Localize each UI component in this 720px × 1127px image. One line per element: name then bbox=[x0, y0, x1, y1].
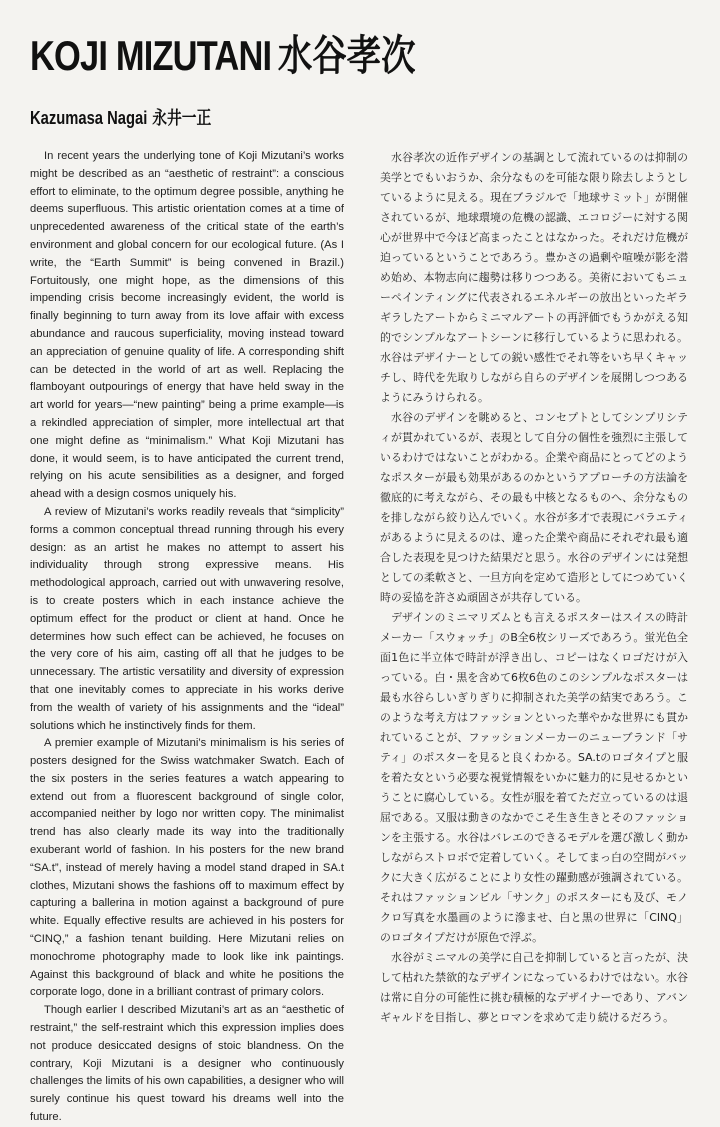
author-en: Kazumasa Nagai bbox=[30, 108, 148, 128]
title-jp: 水谷孝次 bbox=[277, 32, 416, 79]
article-jp-paragraph-4: 水谷がミニマルの美学に自己を抑制していると言ったが、決して枯れた禁欲的なデザインになっているわけではない。水谷は常に自分の可能性に挑む積極的なデザイナーであり、アバンギャルドを目指し、夢とロマンを求めて走り続けるだろう。 bbox=[380, 951, 688, 1024]
article-column-japanese bbox=[380, 148, 688, 1028]
article-column-english bbox=[30, 148, 344, 1127]
article-en-paragraph-3: A premier example of Mizutani’s minimalism is his series of posters designed for the Swiss watchmaker Swatch. Each of the six posters in the series features a watch appearing to extend out from a fluorescent background of single color, accompanied neither by logo nor written copy. The minimalist trend has also clearly made its way into the traditionally exuberant world of fashion. In his posters for the new brand “SA.t”, instead of merely having a model stand draped in SA.t clothes, Mizutani shows the fashions off to maximum effect by capturing a ballerina in motion against a background of pure white. Equally effective results are achieved in his posters for “CINQ,” a fashion tenant building. Here Mizutani relies on monochrome photography made to look like ink paintings. Against this background of black and white he positions the corporate logo, done in a brilliant contrast of primary colors. bbox=[30, 737, 344, 999]
title-en: KOJI MIZUTANI bbox=[30, 32, 272, 79]
article-jp-paragraph-2: 水谷のデザインを眺めると、コンセプトとしてシンプリシティが貫かれているが、表現として自分の個性を強烈に主張しているわけではないことがわかる。企業や商品にとってどのようなポスターが最も効果があるのかというアプローチの方法論を徹底的に考えながら、その最も中核となるものへ、余分なものを排しながら絞り込んでいく。水谷が多才で表現にバラエティがあるように見えるのは、違った企業や商品にそれぞれ最も適合した表現を見つけた結果だと思う。水谷のデザインには発想としての柔軟さと、一旦方向を定めて造形としてにつめていく時の妥協を許さぬ頑固さが共存している。 bbox=[380, 411, 688, 604]
article-jp-paragraph-1: 水谷孝次の近作デザインの基調として流れているのは抑制の美学とでもいおうか、余分なものを可能な限り除去しようとしているように見える。現在ブラジルで「地球サミット」が開催されているが、地球環境の危機の認識、エコロジーに対する関心が世界中で今ほど高まったことはなかった。それだけ危機が迫っているということであろう。豊かさの過剰や喧噪が影を潜め始め、本物志向に趨勢は移りつつある。美術においてもニューペインティングに代表されるエネルギーの放出といったギラギラしたアートからミニマルアートの再評価でもうかがえる知的でシンプルなアートシーンに移行しているように思われる。水谷はデザイナーとしての鋭い感性でそれ等をいち早くキャッチし、時代を先取りしながら自らのデザインを展開しつつあるようにみうけられる。 bbox=[380, 151, 688, 404]
byline bbox=[30, 106, 211, 130]
author-jp: 永井一正 bbox=[152, 108, 212, 128]
page-title bbox=[30, 30, 416, 82]
article-en-paragraph-1: In recent years the underlying tone of Koji Mizutani’s works might be described as an “aesthetic of restraint”: a conscious effort to eliminate, to the optimum degree possible, anything he deems superfluous. This artistic orientation comes at a time of unprecedented awareness of the critical state of the earth’s environment and global concern for our ecological future. (As I write, the “Earth Summit” is being convened in Brazil.) Fortuitously, one might hope, as the dimensions of this impending crisis become increasingly evident, the world is finally beginning to turn away from its love affair with excess abundance and raucous superficiality, moving instead toward an appreciation of genuine quality of life. A corresponding shift can be detected in the world of art as well. Replacing the flamboyant outpourings of energy that have held sway in the art world for years—“new painting” being a prime example—is a rekindled appreciation of simpler, more intellectual art that one might define as “minimalism.” What Koji Mizutani has done, it would seem, is to have anticipated the current trend, relying on his acute sensibilities as a designer, and forged ahead with a design cosmos uniquely his. bbox=[30, 150, 344, 501]
article-en-paragraph-4: Though earlier I described Mizutani’s art as an “aesthetic of restraint,” the self-restraint which this expression implies does not produce desiccated designs of stoic blandness. On the contrary, Koji Mizutani is a designer who continuously challenges the limits of his own capabilities, a designer who will surely continue his quest toward his dreams well into the future. bbox=[30, 1004, 344, 1124]
article-jp-paragraph-3: デザインのミニマリズムとも言えるポスターはスイスの時計メーカー「スウォッチ」のB全6枚シリーズであろう。蛍光色全面1色に半立体で時計が浮き出し、コピーはなくロゴだけが入っている。白・黒を含めて6枚6色のこのシンプルなポスターは最も水谷らしいぎりぎりに抑制された美学の結実であろう。このような考え方はファッションといった華やかな世界にも貫かれていることが、ファッションメーカーのニューブランド「サティ」のポスターを見ると良くわかる。SA.tのロゴタイプと服を着た女という必要な視覚情報をいかに魅力的に見せるかということに腐心している。女性が服を着てただ立っているのは退屈である。又服は動きのなかでこそ生き生きとそのファッションを主張する。水谷はバレエのできるモデルを選び激しく動かしながらストロボで定着していく。そしてまっ白の空間がバックに大きく広がることにより女性の躍動感が強調されている。それはファッションビル「サンク」のポスターにも及び、モノクロ写真を水墨画のように滲ませ、白と黒の世界に「CINQ」のロゴタイプだけが原色で浮ぶ。 bbox=[380, 611, 688, 944]
article-en-paragraph-2: A review of Mizutani’s works readily reveals that “simplicity” forms a common conceptual thread running through his every design: as an artist he makes no attempt to assert his individuality through strong expressive means. His methodological approach, carried out with unwavering resolve, is to create posters which in each instance achieve the optimum effect for the product or client at hand. Once he determines how such effect can be achieved, he focuses on the very core of his aim, casting off all that he judges to be unnecessary. The artistic versatility and diversity of expression that one inevitably comes to appreciate in his works derive from the wealth of variety of his assignments and the “ideal” solutions which he instinctively finds for them. bbox=[30, 505, 344, 732]
